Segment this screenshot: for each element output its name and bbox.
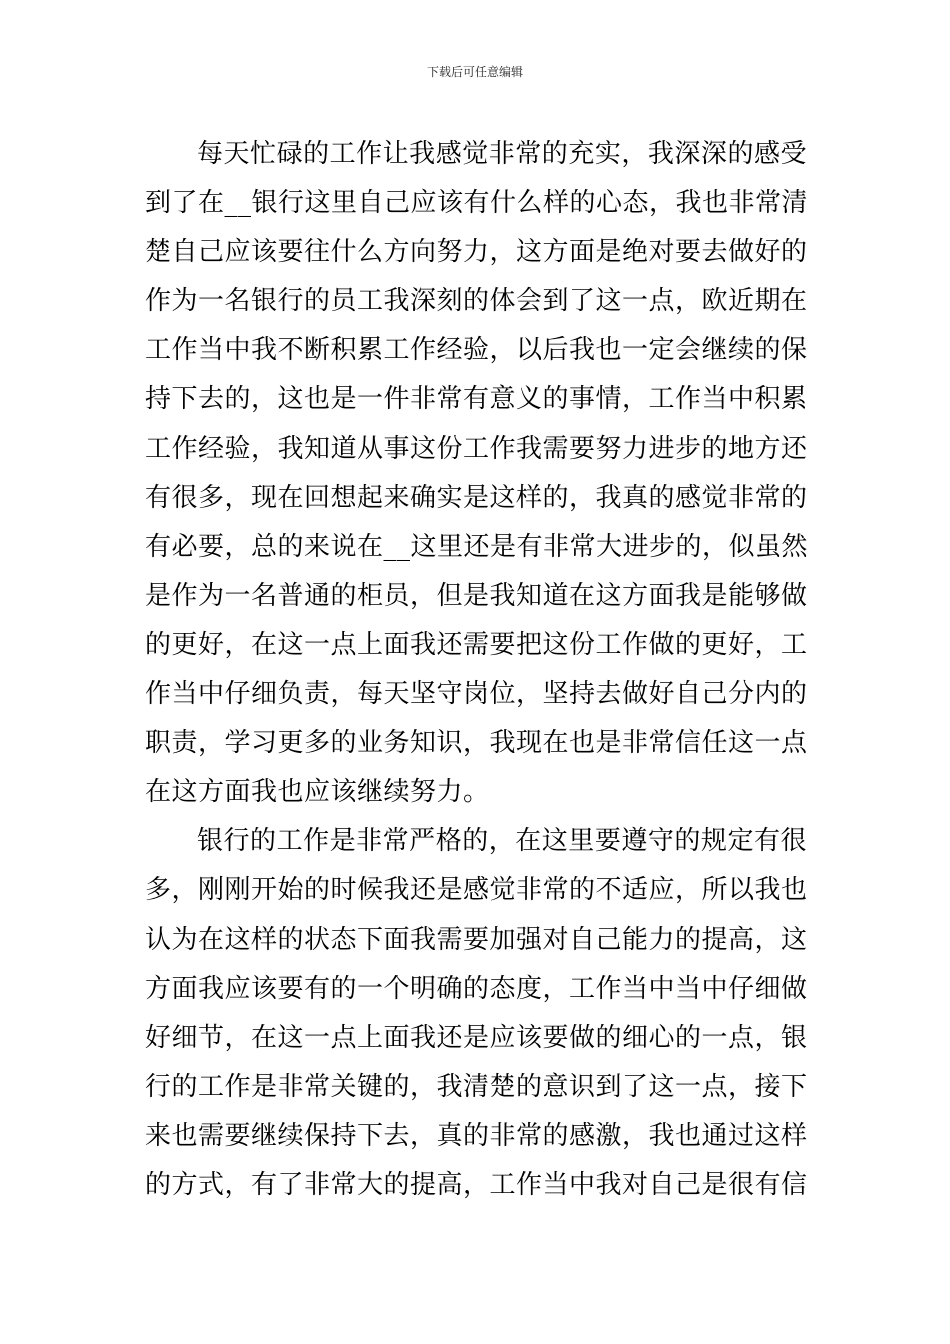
text-line: 每天忙碌的工作让我感觉非常的充实，我深深的感受 [197,139,807,169]
text-line: 行的工作是非常关键的，我清楚的意识到了这一点，接下 [145,1071,808,1102]
text-line: 认为在这样的状态下面我需要加强对自己能力的提高，这 [145,924,808,955]
paragraph-2 [145,817,807,1210]
text-line: 楚自己应该要往什么方向努力，这方面是绝对要去做好的 [145,237,808,268]
text-line: 的方式，有了非常大的提高，工作当中我对自己是很有信 [145,1169,808,1200]
text-line: 在这方面我也应该继续努力。 [145,777,490,808]
text-line: 职责，学习更多的业务知识，我现在也是非常信任这一点 [145,728,808,759]
text-line: 是作为一名普通的柜员，但是我知道在这方面我是能够做 [145,580,808,611]
paragraph-1 [145,130,807,817]
text-line: 到了在__银行这里自己应该有什么样的心态，我也非常清 [145,188,809,219]
text-line: 多，刚刚开始的时候我还是感觉非常的不适应，所以我也 [145,875,808,906]
text-line: 的更好，在这一点上面我还需要把这份工作做的更好，工 [145,629,808,660]
text-line: 银行的工作是非常严格的，在这里要遵守的规定有很 [197,826,807,857]
text-line: 持下去的，这也是一件非常有意义的事情，工作当中积累 [145,384,808,415]
text-line: 有很多，现在回想起来确实是这样的，我真的感觉非常的 [145,482,808,513]
text-line: 作当中仔细负责，每天坚守岗位，坚持去做好自己分内的 [145,679,808,710]
text-line: 有必要，总的来说在__这里还是有非常大进步的，似虽然 [145,531,809,562]
text-line: 作为一名银行的员工我深刻的体会到了这一点，欧近期在 [145,286,808,317]
page-header: 下载后可任意编辑 [426,65,523,79]
text-line: 来也需要继续保持下去，真的非常的感激，我也通过这样 [145,1120,808,1151]
text-line: 方面我应该要有的一个明确的态度，工作当中当中仔细做 [145,973,808,1004]
body-text [145,130,807,1210]
text-line: 工作经验，我知道从事这份工作我需要努力进步的地方还 [145,433,808,464]
text-line: 工作当中我不断积累工作经验，以后我也一定会继续的保 [145,335,808,366]
text-line: 好细节，在这一点上面我还是应该要做的细心的一点，银 [145,1022,808,1053]
